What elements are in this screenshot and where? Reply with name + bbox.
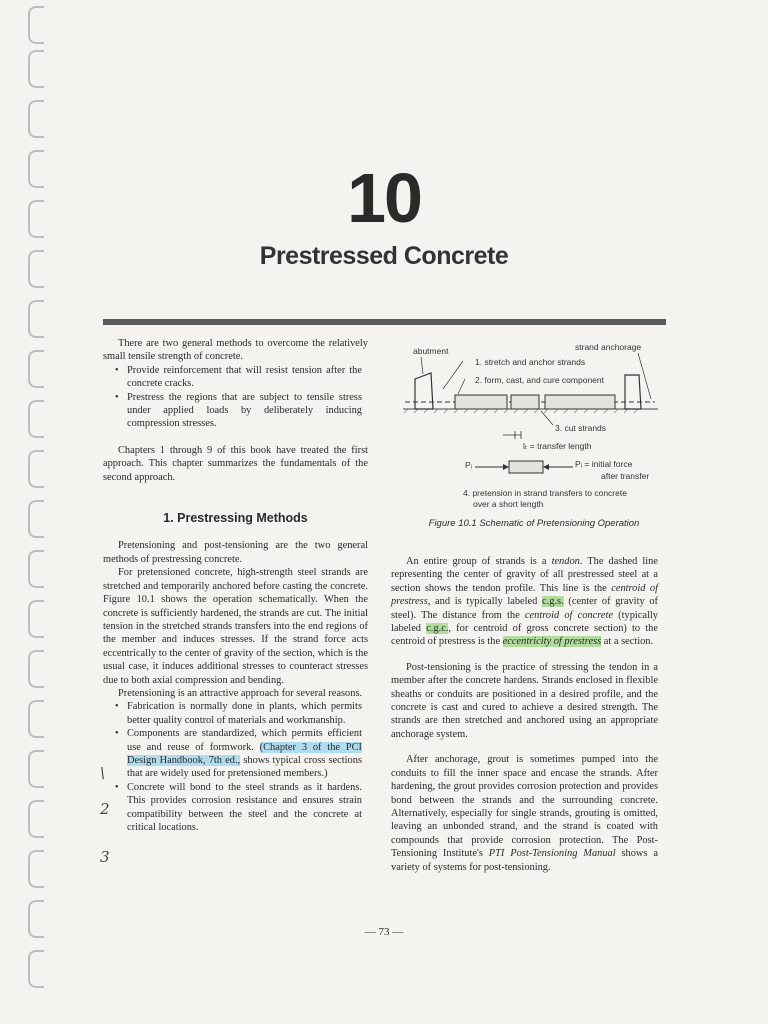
label-step4b: over a short length (473, 499, 544, 509)
label-pi-right: Pᵢ = initial force (575, 459, 633, 469)
label-pi-left: Pᵢ (465, 460, 473, 470)
label-step1: 1. stretch and anchor strands (475, 357, 586, 367)
binder-ring (28, 950, 44, 988)
label-transfer-length: lₜ = transfer length (523, 441, 592, 451)
binder-ring (28, 750, 44, 788)
binder-ring (28, 6, 44, 44)
bullet: • (115, 728, 119, 740)
binder-ring (28, 800, 44, 838)
label-step2: 2. form, cast, and cure component (475, 375, 604, 385)
figure-pretensioning (403, 339, 663, 539)
paragraph: Post-tensioning is the practice of stressing the tendon in a member after the concrete hardens. Strands enclosed in flexible sheaths or conduits are positioned in a desired profile, and the concrete is cast and cured to achieve a desired strength. The strands are then stretched and anchored using an appropriate anchorage system. (391, 661, 658, 740)
binder-ring (28, 500, 44, 538)
right-column (391, 555, 658, 874)
binder-ring (28, 650, 44, 688)
binder-ring (28, 450, 44, 488)
bullet: • (115, 701, 119, 713)
label-pi-right2: after transfer (601, 471, 650, 481)
list-item: • Fabrication is normally done in plants, which permits better quality control of materials and workmanship. (115, 701, 362, 726)
bullet: • (115, 364, 119, 376)
binder-ring (28, 50, 44, 88)
bullet: • (115, 781, 119, 793)
binder-ring (28, 400, 44, 438)
list-item: • Provide reinforcement that will resist tension after the concrete cracks. (115, 364, 362, 390)
page-number: — 73 — (364, 926, 404, 938)
bullet: • (115, 391, 119, 403)
left-column (103, 337, 368, 834)
figure-caption: Figure 10.1 Schematic of Pretensioning Operation (428, 518, 640, 529)
label-abutment: abutment (413, 346, 449, 356)
paragraph: After anchorage, grout is sometimes pumped into the conduits to fill the inner space and encase the strands. After hardening, the grout provides corrosion protection and provides bond between the strands and the surrounding concrete. Alternatively, especially for single strands, grouting is omitted, leaving an unbonded strand, and the strand is coated with compounds that provide corrosion protection. The Post-Tensioning Institute's PTI Post-Tensioning Manual shows a variety of systems for post-tensioning. (391, 754, 658, 873)
list-item: • Prestress the regions that are subject to tensile stress under applied loads by deliberately inducing compression stresses. (115, 391, 362, 430)
binder-ring (28, 350, 44, 388)
label-step4a: 4. pretension in strand transfers to concrete (463, 488, 627, 498)
label-anchorage: strand anchorage (575, 342, 642, 352)
paragraph: Pretensioning is an attractive approach for several reasons. (118, 687, 363, 699)
binder-ring (28, 600, 44, 638)
highlight-cgc: c.g.c. (426, 623, 449, 635)
intro-list (103, 364, 368, 431)
handwritten-mark: 2 (100, 800, 110, 818)
label-step3: 3. cut strands (555, 423, 607, 433)
binder-ring (28, 700, 44, 738)
paragraph: An entire group of strands is a tendon. The dashed line representing the center of gravity of all prestressed steel at a section shows the tendon profile. This line is the centroid of prestress, and is typically labeled c.g.s. (center of gravity of steel). The distance from the centroid of concrete (typically labeled c.g.c., for centroid of gross concrete section) to the centroid of prestress is the eccentricity of prestress at a section. (391, 556, 658, 648)
highlight-handbook: (Chapter 3 of the PCI Design Handbook, 7th ed., (127, 741, 362, 766)
section-heading: 1. Prestressing Methods (163, 511, 308, 526)
chapter-number: 10 (347, 159, 421, 237)
intro-paragraph: There are two general methods to overcome the relatively small tensile strength of concrete. (103, 338, 368, 363)
paragraph: Pretensioning and post-tensioning are the two general methods of prestressing concrete. (103, 540, 368, 565)
handwritten-mark: \ (100, 764, 106, 782)
reasons-list (103, 700, 368, 834)
title-rule (103, 319, 666, 325)
highlight-cgs: c.g.s. (542, 596, 564, 608)
binder-ring (28, 100, 44, 138)
list-item: • Components are standardized, which permits efficient use and reuse of formwork. (Chapter 3 of the PCI Design Handbook, 7th ed., shows typical cross sections that are widely used for pretensioned members.) (115, 728, 362, 780)
chapters-paragraph: Chapters 1 through 9 of this book have treated the first approach. This chapter summarizes the fundamentals of the second approach. (103, 444, 368, 483)
binder-ring (28, 300, 44, 338)
chapter-title: Prestressed Concrete (259, 242, 509, 270)
binder-ring (28, 550, 44, 588)
list-item: • Concrete will bond to the steel strands as it hardens. This provides corrosion resistance and ensures strain compatibility between the steel and the concrete at critical locations. (115, 781, 362, 833)
paragraph: For pretensioned concrete, high-strength steel strands are stretched and temporarily anchored before casting the concrete. Figure 10.1 shows the operation schematically. When the concrete is sufficiently hardened, the strands are cut. The initial tension in the stretched strands transfers into the end regions of the member and induces stresses. If the strand force acts eccentrically to the center of gravity of the section, which is the usual case, it induces additional stresses to counteract stresses due to both axial compression and bending. (103, 567, 368, 686)
highlight-eccentricity: eccentricity of prestress (502, 636, 602, 648)
handwritten-mark: 3 (100, 848, 110, 866)
binder-ring (28, 850, 44, 888)
